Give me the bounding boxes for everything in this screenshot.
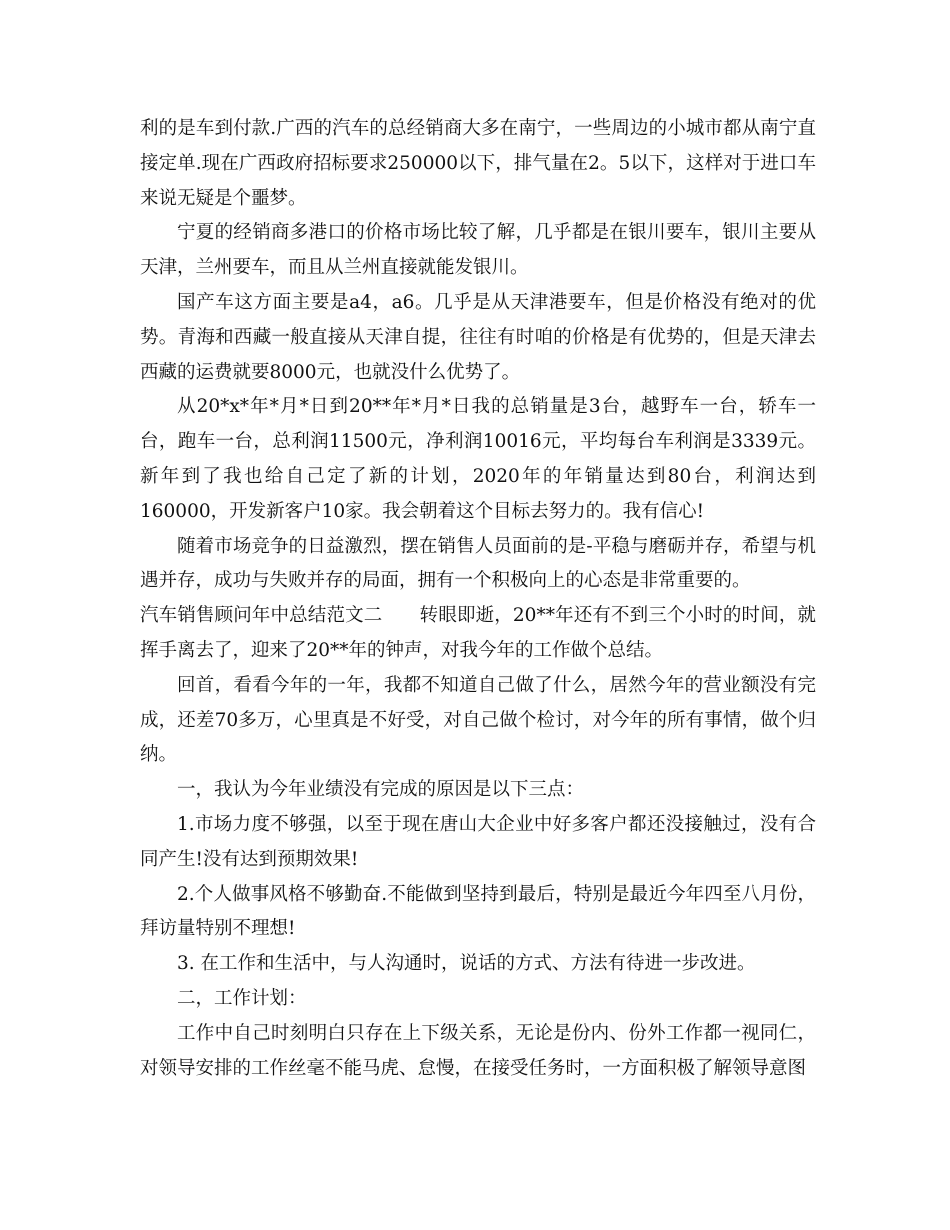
paragraph-3: 国产车这方面主要是a4，a6。几乎是从天津港要车，但是价格没有绝对的优势。青海和西藏一般直接从天津自提，往往有时咱的价格是有优势的，但是天津去西藏的运费就要8000元，也就没什么优势了。 xyxy=(140,291,816,383)
paragraph-5: 随着市场竞争的日益激烈，摆在销售人员面前的是-平稳与磨砺并存，希望与机遇并存，成功与失败并存的局面，拥有一个积极向上的心态是非常重要的。 xyxy=(140,535,816,592)
paragraph-1: 利的是车到付款.广西的汽车的总经销商大多在南宁，一些周边的小城市都从南宁直接定单.现在广西政府招标要求250000以下，排气量在2。5以下，这样对于进口车来说无疑是个噩梦。 xyxy=(140,118,816,209)
paragraph-7: 回首，看看今年的一年，我都不知道自己做了什么，居然今年的营业额没有完成，还差70多万，心里真是不好受，对自己做个检讨，对今年的所有事情，做个归纳。 xyxy=(140,674,816,766)
paragraph-12: 二，工作计划： xyxy=(177,987,307,1009)
paragraph-2: 宁夏的经销商多港口的价格市场比较了解，几乎都是在银川要车，银川主要从天津，兰州要车，而且从兰州直接就能发银川。 xyxy=(140,222,816,279)
paragraph-13: 工作中自己时刻明白只存在上下级关系，无论是份内、份外工作都一视同仁，对领导安排的工作丝毫不能马虎、怠慢，在接受任务时，一方面积极了解领导意图 xyxy=(140,1022,816,1079)
paragraph-6-section-heading: 汽车销售顾问年中总结范文二 转眼即逝，20**年还有不到三个小时的时间，就挥手离去了，迎来了20**年的钟声，对我今年的工作做个总结。 xyxy=(140,605,816,661)
paragraph-4: 从20*x*年*月*日到20**年*月*日我的总销量是3台，越野车一台，轿车一台，跑车一台，总利润11500元，净利润10016元，平均每台车利润是3339元。新年到了我也给自己定了新的计划，2020年的年销量达到80台，利润达到160000，开发新客户10家。我会朝着这个目标去努力的。我有信心! xyxy=(140,396,816,522)
paragraph-10: 2.个人做事风格不够勤奋.不能做到坚持到最后，特别是最近今年四至八月份，拜访量特别不理想! xyxy=(140,883,816,940)
paragraph-8: 一，我认为今年业绩没有完成的原因是以下三点： xyxy=(177,779,585,801)
paragraph-11: 3. 在工作和生活中，与人沟通时，说话的方式、方法有待进一步改进。 xyxy=(177,953,756,975)
paragraph-9: 1.市场力度不够强，以至于现在唐山大企业中好多客户都还没接触过，没有合同产生!没有达到预期效果! xyxy=(140,813,816,870)
document-body xyxy=(140,112,816,1086)
